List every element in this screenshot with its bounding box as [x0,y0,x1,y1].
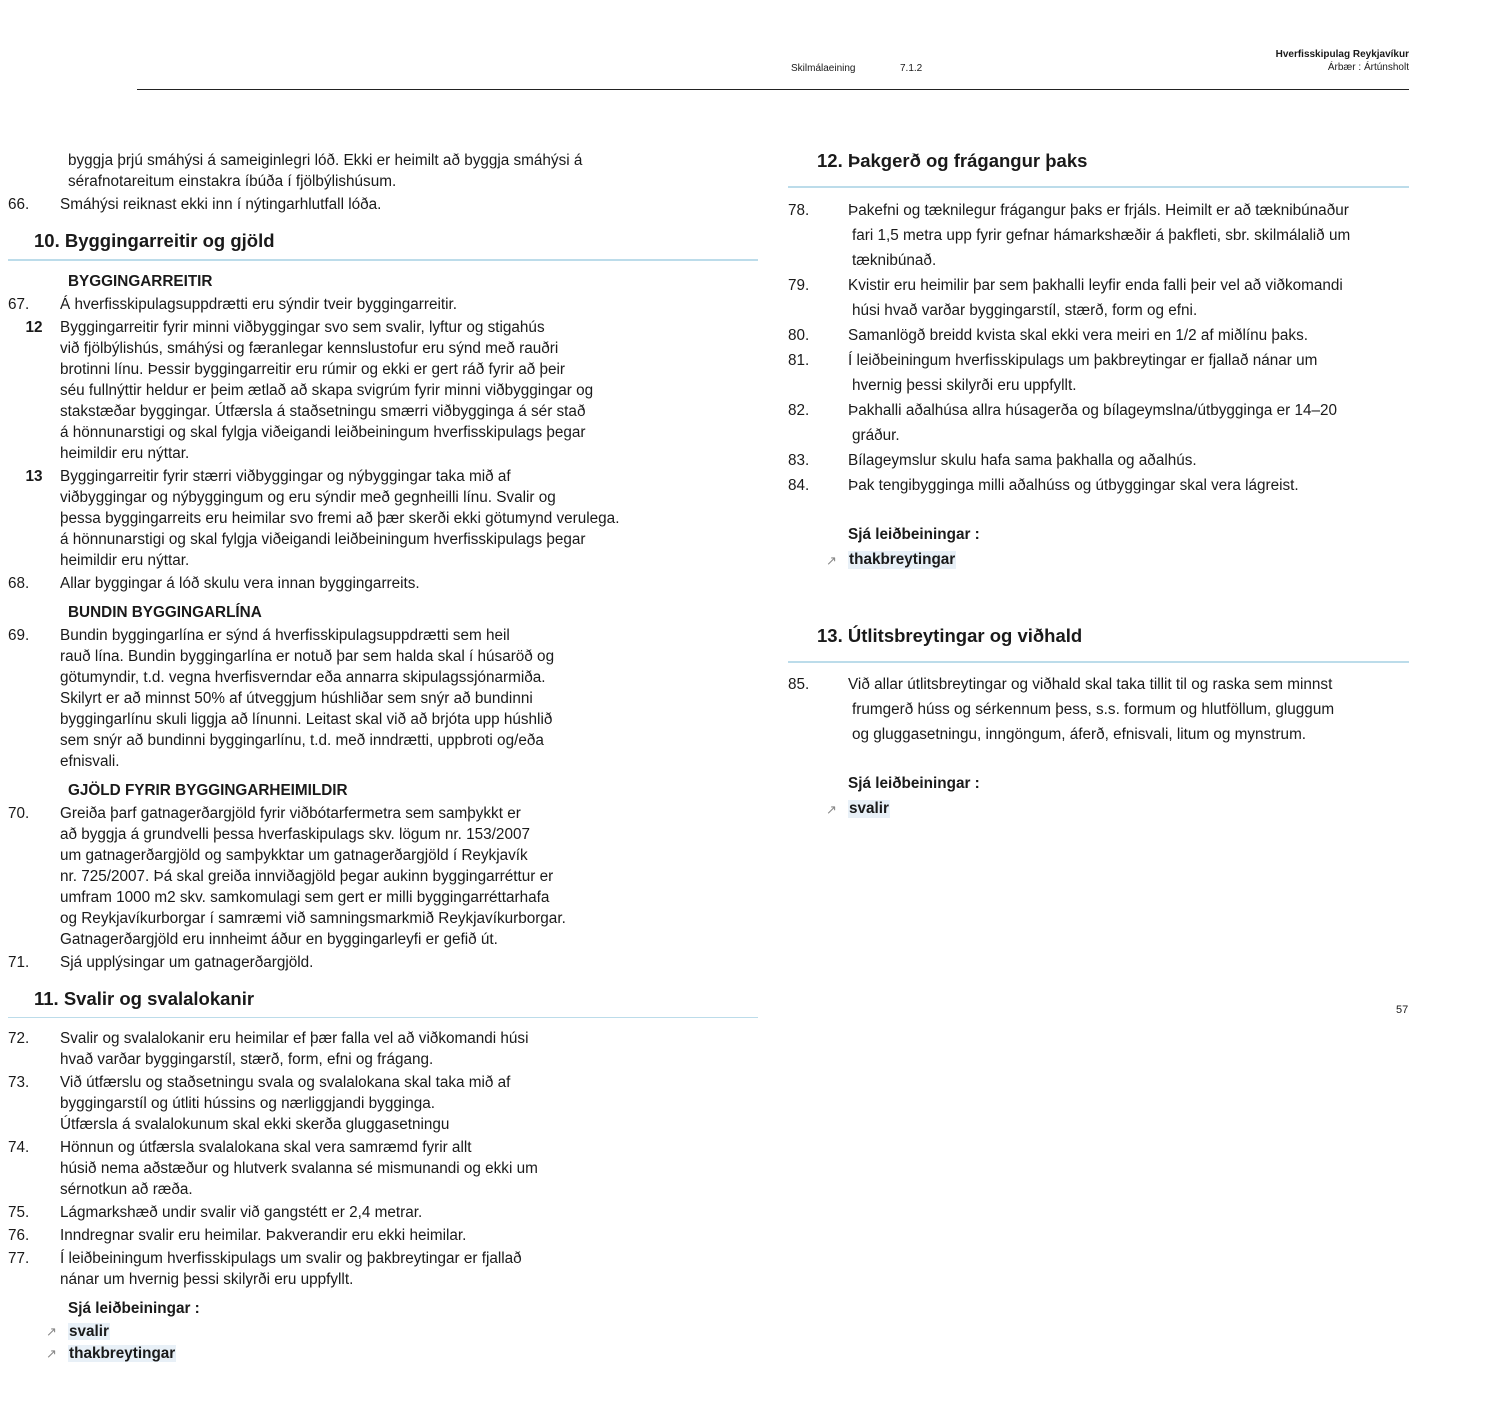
item-number: 85. [788,676,810,693]
text-line: efnisvali. [60,752,120,770]
list-item-body [60,952,758,973]
subheading: Sjá leiðbeiningar : [68,1300,200,1317]
text-line: á hönnunarstigi og skal fylgja viðeigandi leiðbeiningum hverfisskipulags þegar [60,423,586,441]
text-line: sérnotkun að ræða. [60,1181,193,1198]
list-item: Í leiðbeiningum hverfisskipulags um þakbreytingar er fjallað nánar um [848,352,1318,369]
list-item: Þakhalli aðalhúsa allra húsagerða og bílageymslna/útbygginga er 14–20 [848,402,1337,419]
list-item-body [60,194,758,215]
list-item-body [60,1072,758,1135]
text-line: þessa byggingarreits eru heimilar svo fremi að þær skerði ekki götumynd verulega. [60,509,620,527]
item-number: 83. [788,452,810,469]
text-line: við fjölbýlishús, smáhýsi og færanlegar kennslustofur eru sýnd með rauðri [60,339,559,357]
section-heading: 11. Svalir og svalalokanir [34,987,255,1009]
list-item [8,1072,758,1135]
text-line: Útfærsla á svalalokunum skal ekki skerða gluggasetningu [60,1116,450,1133]
text-line: Byggingarreitir fyrir stærri viðbyggingar og nýbyggingar taka mið af [60,467,511,485]
item-number: 72. [8,1030,30,1047]
list-item-body [60,1137,758,1200]
text-line: Byggingarreitir fyrir minni viðbyggingar svo sem svalir, lyftur og stigahús [60,318,545,336]
list-item [8,1028,758,1070]
subheading: GJÖLD FYRIR BYGGINGARHEIMILDIR [68,781,348,799]
text-line: Smáhýsi reiknast ekki inn í nýtingarhlutfall lóða. [60,196,382,213]
subheading: BUNDIN BYGGINGARLÍNA [68,603,262,621]
list-item: Þak tengibygginga milli aðalhúss og útbyggingar skal vera lágreist. [848,477,1299,494]
list-item: frumgerð húss og sérkennum þess, s.s. formum og hlutföllum, gluggum [852,701,1335,718]
text-line: sérafnotareitum einstakra íbúða í fjölbýlishúsum. [68,173,397,190]
text-line: götumyndir, t.d. vegna hverfisverndar eða annarra skipulagssjónarmiða. [60,668,546,686]
text-line: og Reykjavíkurborgar í samræmi við samningsmarkmið Reykjavíkurborgar. [60,909,566,927]
list-item: tæknibúnað. [852,252,937,269]
list-item [8,625,758,772]
text-line: rauð lína. Bundin byggingarlína er notuð þar sem halda skal í húsaröð og [60,647,555,665]
text-line: heimildir eru nýttar. [60,444,190,462]
text-line: heimildir eru nýttar. [60,551,190,569]
item-number: 81. [788,352,810,369]
figure-number: 12 [25,318,43,336]
list-item: húsi hvað varðar byggingarstíl, stærð, form og efni. [852,302,1198,319]
page-number: 57 [1396,1004,1409,1016]
list-item-body [60,573,758,594]
section-heading: 13. Útlitsbreytingar og viðhald [817,625,1083,646]
item-number: 82. [788,402,810,419]
text-line: Skilyrt er að minnst 50% af útveggjum húshliðar sem snýr að bundinni [60,689,533,707]
text-line: Sjá upplýsingar um gatnagerðargjöld. [60,953,314,971]
text-line: byggingarlínu skuli liggja að línunni. Leitast skal við að brjóta upp húshlið [60,710,553,728]
list-item-body [60,803,758,950]
item-number: 76. [8,1227,30,1244]
text-line: nánar um hvernig þessi skilyrði eru uppfyllt. [60,1271,354,1288]
text-line: Greiða þarf gatnagerðargjöld fyrir viðbótarfermetra sem samþykkt er [60,804,521,822]
item-number: 75. [8,1204,30,1221]
header-divider [137,89,1409,90]
item-number: 69. [8,626,30,644]
text-line: um gatnagerðargjöld og samþykktar um gatnagerðargjöld í Reykjavík [60,846,528,864]
text-line: brotinni línu. Þessir byggingarreitir eru rúmir og ekki er gert ráð fyrir að þeir [60,360,565,378]
list-item [8,1248,758,1290]
section-divider [8,259,758,261]
text-line: Allar byggingar á lóð skulu vera innan byggingarreits. [60,574,420,592]
text-line: Gatnagerðargjöld eru innheimt áður en byggingarleyfi er gefið út. [60,930,498,948]
item-number: 80. [788,327,810,344]
item-number: 74. [8,1139,30,1156]
text-line: á hönnunarstigi og skal fylgja viðeigandi leiðbeiningum hverfisskipulags þegar [60,530,586,548]
list-item [8,194,758,215]
text-line: hvað varðar byggingarstíl, stærð, form, efni og frágang. [60,1051,434,1068]
section-divider [788,186,1409,188]
item-number: 79. [788,277,810,294]
list-item [8,803,758,950]
guideline-link-row [46,1321,758,1343]
list-item: fari 1,5 metra upp fyrir gefnar hámarkshæðir á þakfleti, sbr. skilmálalið um [852,227,1351,244]
arrow-up-right-icon: ↗ [46,1324,57,1339]
list-item [8,1225,758,1246]
text-line: Við útfærslu og staðsetningu svala og svalalokana skal taka mið af [60,1074,511,1091]
item-number: 71. [8,953,30,971]
list-item-body [60,625,758,772]
arrow-up-right-icon: ↗ [46,1346,57,1361]
guideline-link-thakbreytingar[interactable]: thakbreytingar [69,1345,176,1362]
guideline-link-svalir[interactable]: svalir [849,800,889,817]
section-heading: 10. Byggingarreitir og gjöld [34,230,275,251]
list-item-body [60,1028,758,1070]
text-line: byggingarstíl og útliti hússins og nærliggjandi bygginga. [60,1095,436,1112]
arrow-up-right-icon: ↗ [826,802,837,817]
list-item: og gluggasetningu, inngöngum, áferð, efnisvali, litum og mynstrum. [852,726,1307,743]
text-line: byggja þrjú smáhýsi á sameiginlegri lóð. Ekki er heimilt að byggja smáhýsi á [68,152,583,169]
document-subtitle: Árbær : Ártúnsholt [1327,62,1409,73]
section-divider [788,661,1409,663]
section-divider [8,1017,758,1019]
item-number: 73. [8,1074,30,1091]
document-title: Hverfisskipulag Reykjavíkur [1275,49,1409,60]
list-item: Samanlögð breidd kvista skal ekki vera meiri en 1/2 af miðlínu þaks. [848,327,1308,344]
text-line: að byggja á grundvelli þessa hverfaskipulags skv. lögum nr. 153/2007 [60,825,530,843]
item-number: 67. [8,295,30,313]
list-item: gráður. [852,427,900,444]
text-line: Svalir og svalalokanir eru heimilar ef þær falla vel að viðkomandi húsi [60,1030,529,1047]
guideline-link-row [46,1343,758,1365]
list-item [8,1202,758,1223]
text-line: nr. 725/2007. Þá skal greiða innviðagjöld þegar aukinn byggingarréttur er [60,867,554,885]
text-line: umfram 1000 m2 skv. samkomulagi sem gert er milli byggingarréttarhafa [60,888,550,906]
list-item-body [60,466,758,571]
list-item-body [60,1225,758,1246]
figure-number: 13 [25,467,43,485]
list-item-body [60,1248,758,1290]
item-number: 66. [8,196,30,213]
text-line: Á hverfisskipulagsuppdrætti eru sýndir tveir byggingarreitir. [60,295,458,313]
section-heading: 12. Þakgerð og frágangur þaks [817,150,1088,171]
item-number: 77. [8,1250,30,1267]
subheading: BYGGINGARREITIR [68,272,213,290]
list-item-body [60,317,758,464]
guideline-link-thakbreytingar[interactable]: thakbreytingar [849,551,956,568]
item-number: 68. [8,574,30,592]
list-item: Þakefni og tæknilegur frágangur þaks er frjáls. Heimilt er að tæknibúnaður [848,202,1349,219]
list-item: Kvistir eru heimilir þar sem þakhalli leyfir enda falli þeir vel að viðkomandi [848,277,1343,294]
guideline-link-svalir[interactable]: svalir [69,1323,109,1340]
list-item-body [60,294,758,315]
text-line: Bundin byggingarlína er sýnd á hverfisskipulagsuppdrætti sem heil [60,626,510,644]
list-item [8,573,758,594]
figure-paragraph [8,466,758,571]
text-line: stakstæðar byggingar. Útfærsla á staðsetningu smærri viðbygginga á sér stað [60,402,586,420]
list-item: hvernig þessi skilyrði eru uppfyllt. [852,377,1077,394]
see-guidelines-label: Sjá leiðbeiningar : [848,775,980,792]
text-line: séu fullnýttir heldur er þeim ætlað að skapa svigrúm fyrir minni viðbyggingar og [60,381,594,399]
text-line: Í leiðbeiningum hverfisskipulags um svalir og þakbreytingar er fjallað [60,1250,522,1267]
list-item-body [60,1202,758,1223]
see-guidelines-label: Sjá leiðbeiningar : [848,526,980,543]
item-number: 70. [8,804,30,822]
text-line: sem snýr að bundinni byggingarlínu, t.d. með inndrætti, uppbroti og/eða [60,731,544,749]
list-item [8,294,758,315]
list-item: Við allar útlitsbreytingar og viðhald skal taka tillit til og raska sem minnst [848,676,1333,693]
list-item [8,1137,758,1200]
text-line: Inndregnar svalir eru heimilar. Þakverandir eru ekki heimilar. [60,1227,467,1244]
text-line: Lágmarkshæð undir svalir við gangstétt er 2,4 metrar. [60,1204,423,1221]
item-number: 78. [788,202,810,219]
arrow-up-right-icon: ↗ [826,553,837,568]
figure-paragraph [8,317,758,464]
section-code: 7.1.2 [900,63,923,74]
section-label: Skilmálaeining [791,63,856,74]
list-item [8,952,758,973]
text-line: viðbyggingar og nýbyggingum og eru sýndir með gegnheilli línu. Svalir og [60,488,556,506]
text-line: Hönnun og útfærsla svalalokana skal vera samræmd fyrir allt [60,1139,472,1156]
text-line: húsið nema aðstæður og hlutverk svalanna sé mismunandi og ekki um [60,1160,538,1177]
item-number: 84. [788,477,810,494]
list-item: Bílageymslur skulu hafa sama þakhalla og aðalhús. [848,452,1197,469]
left-column [8,150,758,1365]
